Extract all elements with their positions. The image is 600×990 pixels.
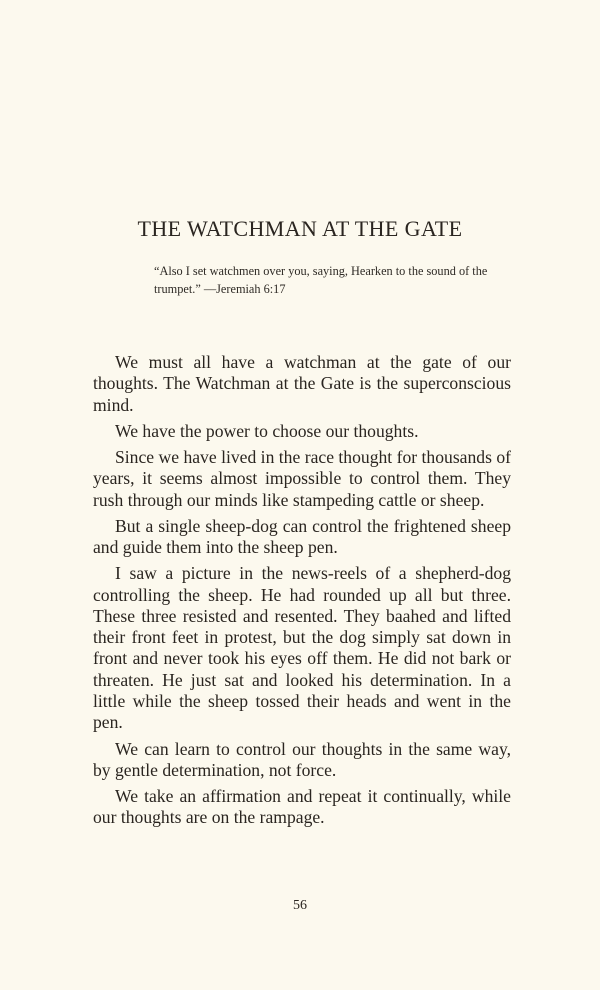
paragraph: We have the power to choose our thoughts.	[115, 420, 419, 441]
body-text	[93, 352, 511, 833]
page-number: 56	[293, 898, 307, 913]
paragraph: We can learn to control our thoughts in the same way, by gentle determination, not force.	[93, 738, 511, 780]
paragraph: I saw a picture in the news-reels of a shepherd-dog controlling the sheep. He had rounded up all but three. These three resisted and resented. They baahed and lifted their front feet in protest, but the dog simply sat down in front and never took his eyes off them. He did not bark or threaten. He just sat and looked his determination. In a little while the sheep tossed their heads and went in the pen.	[93, 563, 511, 733]
epigraph-quote: “Also I set watchmen over you, saying, Hearken to the sound of the trumpet.” —Jeremiah 6:17	[154, 264, 488, 296]
paragraph: But a single sheep-dog can control the frightened sheep and guide them into the sheep pen.	[93, 515, 511, 558]
paragraph: We take an affirmation and repeat it continually, while our thoughts are on the rampage.	[93, 785, 511, 828]
paragraph: We must all have a watchman at the gate of our thoughts. The Watchman at the Gate is the superconscious mind.	[93, 352, 511, 415]
paragraph: Since we have lived in the race thought for thousands of years, it seems almost impossible to control them. They rush through our minds like stampeding cattle or sheep.	[93, 446, 511, 510]
chapter-title: THE WATCHMAN AT THE GATE	[137, 216, 463, 241]
